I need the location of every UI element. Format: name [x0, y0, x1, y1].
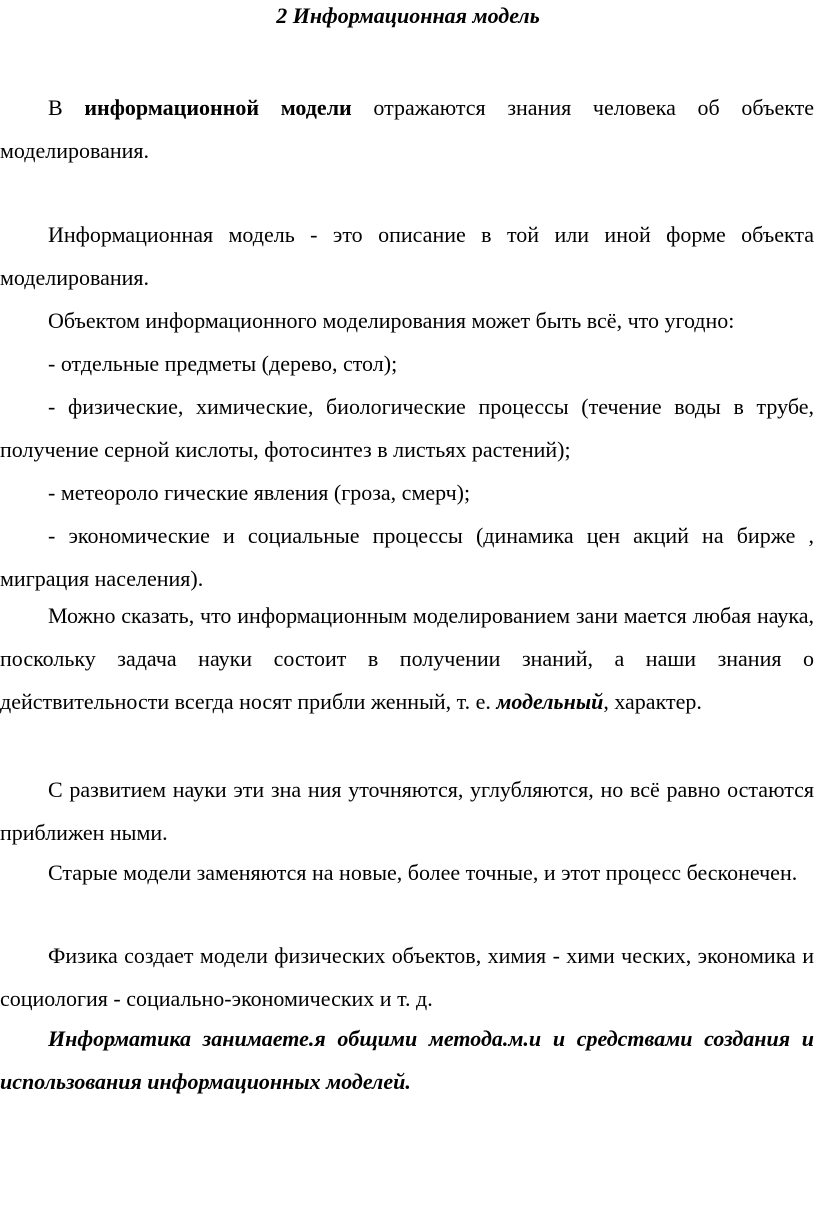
list-item-objects: - отдельные предметы (дерево, стол);	[48, 351, 398, 376]
list-item-economic: - экономические и социальные процессы (динамика цен акций на бирже , миграция населения).	[0, 523, 814, 591]
p8-lead-text: Можно сказать, что информационным моделированием зани мается любая наука, поскольку задача науки состоит в получении знаний, а наши знания о действительности всегда носят прибли женный, т. е.	[0, 603, 814, 714]
paragraph-informatics: Информатика занимаете.я общими метода.м.и и средствами создания и использования информационных моделей.	[0, 1026, 814, 1094]
list-item-processes: - физические, химические, биологические процессы (течение воды в трубе, получение серной кислоты, фотосинтез в листьях растений);	[0, 394, 814, 462]
p1-tail-text: отражаются знания человека об объекте моделирования.	[0, 95, 814, 163]
paragraph-physics-chemistry: Физика создает модели физических объектов, химия - хими ческих, экономика и социология - социально-экономических и т. д.	[0, 943, 814, 1011]
paragraph-info-model-definition	[0, 86, 814, 172]
paragraph-old-models: Старые модели заменяются на новые, более точные, и этот процесс бесконечен.	[48, 860, 798, 885]
p1-bold-term: информационной модели	[84, 95, 352, 120]
p8-emphasis: модельный	[496, 689, 604, 714]
list-item-phenomena: - метеороло гические явления (гроза, смерч);	[48, 480, 471, 505]
page-title: 2 Информационная модель	[276, 3, 540, 28]
paragraph-objects-intro: Объектом информационного моделирования может быть всё, что угодно:	[48, 308, 735, 333]
p8-tail-text: , характер.	[603, 689, 702, 714]
paragraph-science-development: С развитием науки эти зна ния уточняются, углубляются, но всё равно остаются приближен ными.	[0, 777, 814, 845]
paragraph-science-modeling	[0, 594, 814, 723]
paragraph-description: Информационная модель - это описание в той или иной форме объекта моделирования.	[0, 222, 814, 290]
p1-lead-text: В	[48, 95, 85, 120]
